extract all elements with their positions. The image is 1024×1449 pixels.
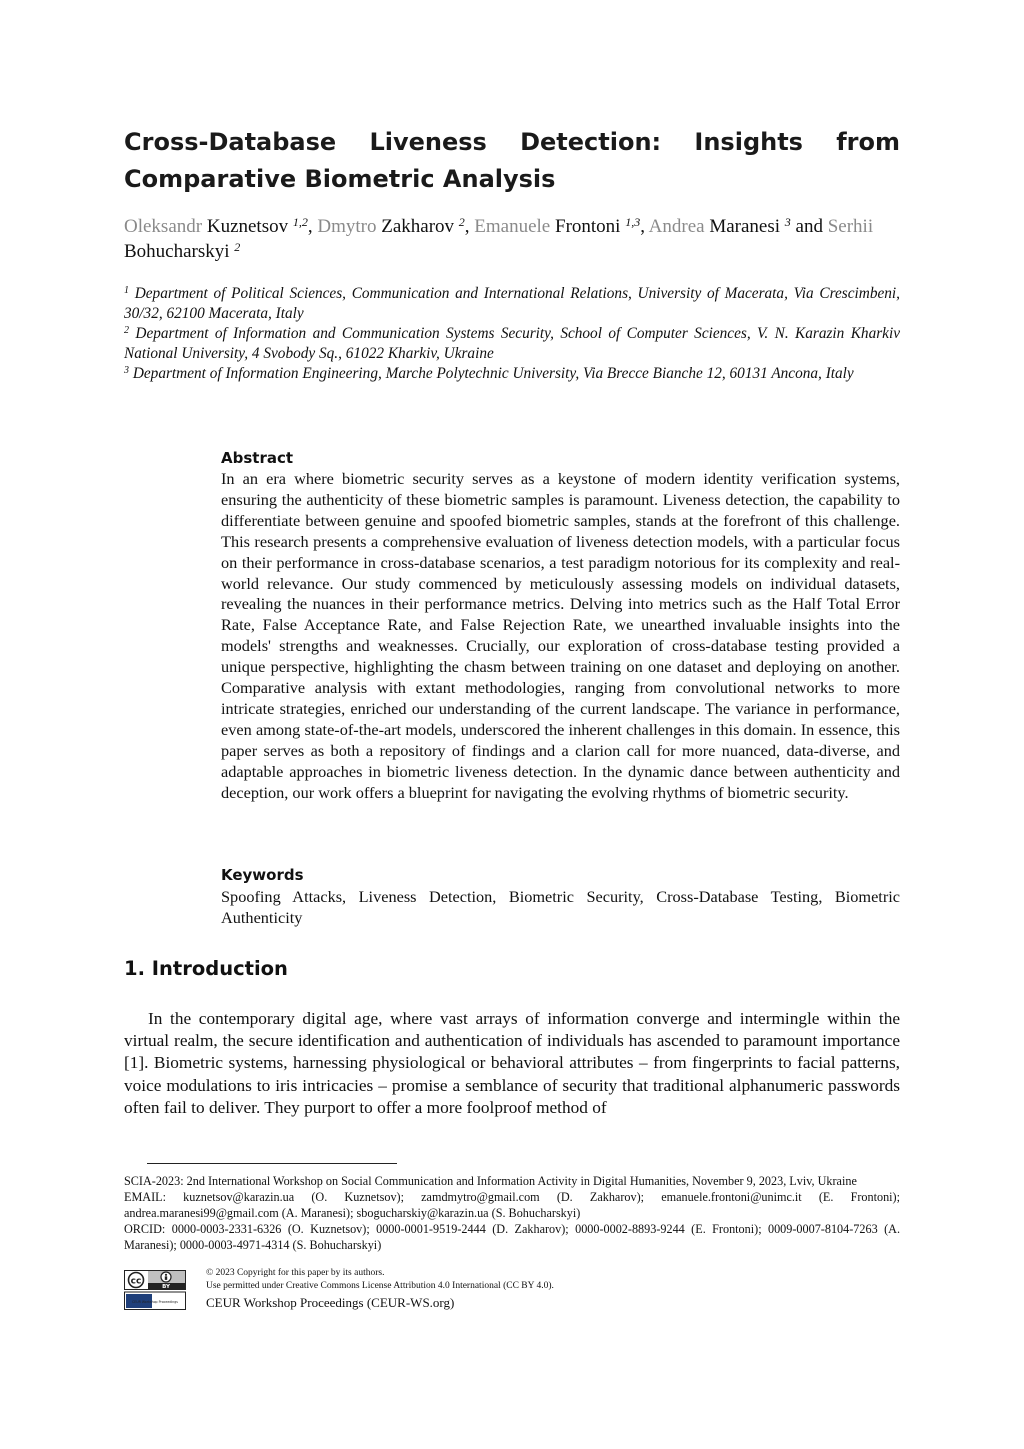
abstract-heading: Abstract: [221, 449, 294, 467]
affiliation-number: 2: [124, 325, 129, 336]
author-given-name: Serhii: [827, 216, 874, 237]
affiliation-text: Department of Information and Communication Systems Security, School of Computer Sciences, V. N. Karazin Kharkiv National University, 4 Svobody Sq., 61022 Kharkiv, Ukraine: [124, 325, 900, 362]
abstract-text: In an era where biometric security serves as a keystone of modern identity verification systems, ensuring the authenticity of these biometric samples is paramount. Liveness detection, the capability to differentiate between genuine and spoofed biometric samples, stands at the forefront of this challenge. This research presents a comprehensive evaluation of liveness detection models, with a particular focus on their performance in cross-database scenarios, a test paradigm notorious for its complexity and real-world relevance. Our study commenced by meticulously assessing models on individual datasets, revealing the nuances in their performance metrics. Delving into metrics such as the Half Total Error Rate, False Acceptance Rate, and False Rejection Rate, we unearthed invaluable insights into the models' strengths and weaknesses. Crucially, our exploration of cross-database testing provided a unique perspective, highlighting the chasm between training on one dataset and deploying on another. Comparative analysis with extant methodologies, ranging from convolutional networks to more intricate strategies, enriched our understanding of the current landscape. The variance in performance, even among state-of-the-art models, underscored the inherent challenges in this domain. In essence, this paper serves as both a repository of findings and a clarion call for more nuanced, data-diverse, and adaptable approaches in biometric liveness detection. In the dynamic dance between authenticity and deception, our work offers a blueprint for navigating the evolving rhythms of biometric security.: [221, 469, 900, 802]
author-affiliation-mark: 3: [784, 215, 791, 229]
affiliation: [124, 284, 900, 324]
author-family-name: Zakharov: [381, 216, 455, 237]
cc-by-license-icon: [124, 1270, 186, 1310]
keywords-section: [221, 864, 900, 928]
author-given-name: Dmytro: [317, 216, 377, 237]
license-block: [124, 1268, 900, 1314]
affiliation-number: 1: [124, 285, 129, 296]
proceedings-name: CEUR Workshop Proceedings (CEUR-WS.org): [206, 1295, 455, 1310]
paper-title: Cross-Database Liveness Detection: Insights from Comparative Biometric Analysis: [124, 128, 900, 193]
author-given-name: Emanuele: [474, 216, 551, 237]
footnote-divider: [147, 1163, 397, 1164]
ceur-label: CEUR Workshop Proceedings: [132, 1300, 178, 1304]
author-affiliation-mark: 2: [458, 215, 465, 229]
footnote-email: EMAIL: kuznetsov@karazin.ua (O. Kuznetsov); zamdmytro@gmail.com (D. Zakharov); emanuele.frontoni@unimc.it (E. Frontoni); andrea.maranesi99@gmail.com (A. Maranesi); sbogucharskiy@karazin.ua (S. Bohucharskyi): [124, 1190, 900, 1220]
footnote-conference: SCIA-2023: 2nd International Workshop on Social Communication and Information Activity in Digital Humanities, November 9, 2023, Lviv, Ukraine: [124, 1174, 857, 1188]
author: [474, 216, 648, 237]
copyright-text: © 2023 Copyright for this paper by its authors.: [206, 1268, 385, 1278]
author-given-name: Oleksandr: [124, 216, 203, 237]
author-list: [124, 214, 900, 264]
abstract-section: [221, 447, 900, 804]
author-affiliation-mark: 1,3: [625, 215, 641, 229]
author-family-name: Bohucharskyi: [124, 241, 230, 262]
affiliation: [124, 364, 900, 384]
author-family-name: Maranesi: [709, 216, 781, 237]
license-terms: Use permitted under Creative Commons License Attribution 4.0 International (CC BY 4.0).: [206, 1281, 554, 1291]
footnotes: [124, 1173, 900, 1253]
affiliations: [124, 284, 900, 384]
introduction-heading: 1. Introduction: [124, 957, 288, 980]
affiliation: [124, 324, 900, 364]
author-family-name: Frontoni: [555, 216, 621, 237]
affiliation-number: 3: [124, 365, 129, 376]
affiliation-text: Department of Political Sciences, Communication and International Relations, University of Macerata, Via Crescimbeni, 30/32, 62100 Macerata, Italy: [124, 285, 901, 322]
author-family-name: Kuznetsov: [206, 216, 289, 237]
author: [124, 216, 317, 237]
author-affiliation-mark: 1,2: [292, 215, 308, 229]
introduction-text: In the contemporary digital age, where vast arrays of information converge and intermingle within the virtual realm, the secure identification and authentication of individuals has ascended to paramount importance [1]. Biometric systems, harnessing physiological or behavioral attributes – from fingerprints to facial patterns, voice modulations to iris intricacies – promise a semblance of security that traditional alphanumeric passwords often fail to deliver. They purport to offer a more foolproof method of: [124, 1009, 900, 1117]
keywords-heading: Keywords: [221, 866, 304, 884]
author-separator: ,: [464, 216, 475, 237]
author: [649, 216, 828, 237]
affiliation-text: Department of Information Engineering, Marche Polytechnic University, Via Brecce Bianche 12, 60131 Ancona, Italy: [132, 365, 854, 382]
footnote-orcid: ORCID: 0000-0003-2331-6326 (O. Kuznetsov); 0000-0001-9519-2444 (D. Zakharov); 0000-0002-8893-9244 (E. Frontoni); 0009-0007-8104-7263 (A. Maranesi); 0000-0003-4971-4314 (S. Bohucharskyi): [124, 1222, 900, 1252]
author-given-name: Andrea: [648, 216, 705, 237]
keywords-text: Spoofing Attacks, Liveness Detection, Biometric Security, Cross-Database Testing, Biometric Authenticity: [221, 887, 900, 927]
author-separator: ,: [307, 216, 318, 237]
by-label: BY: [162, 1284, 170, 1291]
author-separator: and: [790, 216, 828, 237]
author: [317, 216, 474, 237]
author-affiliation-mark: 2: [234, 240, 241, 254]
cc-label: cc: [130, 1276, 142, 1287]
author-separator: ,: [640, 216, 649, 237]
